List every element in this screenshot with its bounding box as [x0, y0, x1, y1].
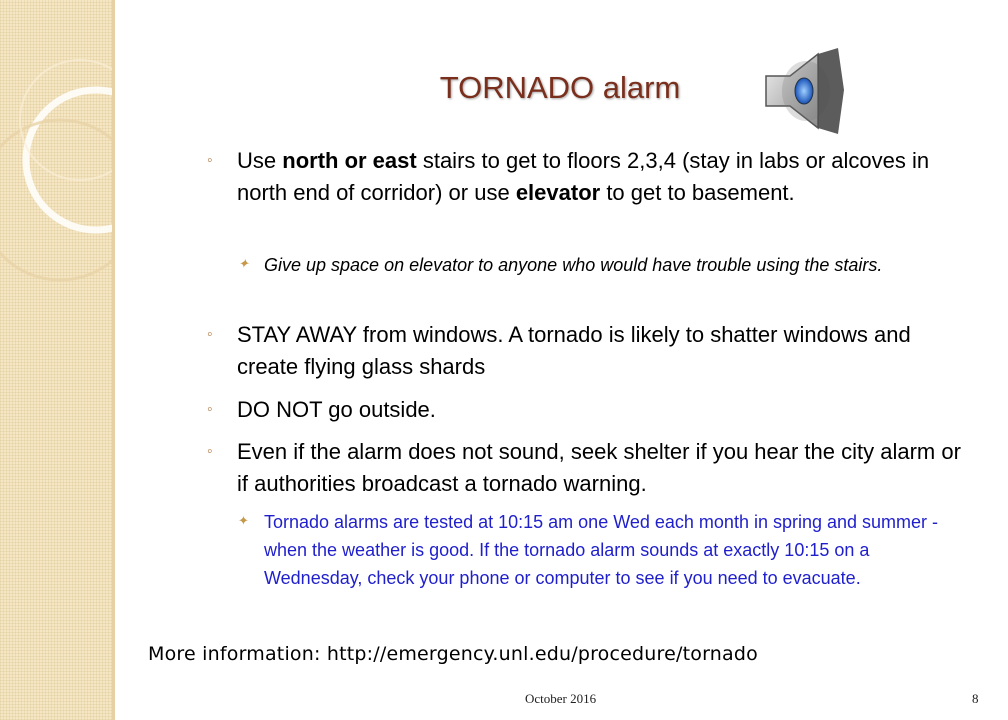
star-bullet-icon: ✦ — [238, 513, 249, 528]
circle-bullet-icon: ◦ — [207, 152, 213, 169]
bullet-city-alarm — [207, 436, 977, 500]
bullet-bold-text: elevator — [515, 180, 601, 205]
circle-bullet-icon: ◦ — [207, 401, 213, 418]
circle-bullet-icon: ◦ — [207, 443, 213, 460]
bullet-outside — [207, 394, 977, 426]
bullet-text: stairs to get to floors 2,3,4 (stay in labs or alcoves in north end of corridor) or use — [237, 148, 930, 205]
slide-title: TORNADO alarm — [439, 70, 681, 105]
bullet-text: DO NOT go outside. — [237, 397, 436, 422]
bullet-text: Even if the alarm does not sound, seek shelter if you hear the city alarm or if authorities broadcast a tornado warning. — [237, 439, 961, 496]
sub-bullet-elevator — [238, 251, 964, 279]
sidebar-circles-decoration — [0, 0, 112, 720]
bullet-bold-text: north or east — [282, 148, 417, 173]
circle-bullet-icon: ◦ — [207, 326, 213, 343]
bullet-text: to get to basement. — [600, 180, 795, 205]
speaker-icon[interactable] — [760, 46, 850, 141]
star-bullet-icon: ✦ — [238, 256, 249, 271]
bullet-text: Use — [237, 148, 283, 173]
more-information-link[interactable]: More information: http://emergency.unl.edu/procedure/tornado — [148, 643, 758, 665]
sub-bullet-text: Tornado alarms are tested at 10:15 am one Wed each month in spring and summer - when the weather is good. If the tornado alarm sounds at exactly 10:15 on a Wednesday, check your phone or computer to see if you need to evacuate. — [264, 512, 939, 588]
sub-bullet-text: Give up space on elevator to anyone who would have trouble using the stairs. — [264, 255, 883, 275]
page-number: 8 — [972, 691, 979, 706]
footer-date: October 2016 — [525, 691, 597, 706]
bullet-windows — [207, 319, 977, 383]
bullet-text: STAY AWAY from windows. A tornado is likely to shatter windows and create flying glass shards — [237, 322, 911, 379]
decorative-sidebar — [0, 0, 115, 720]
bullet-stairs — [207, 145, 977, 209]
sub-bullet-test-schedule — [238, 508, 964, 592]
